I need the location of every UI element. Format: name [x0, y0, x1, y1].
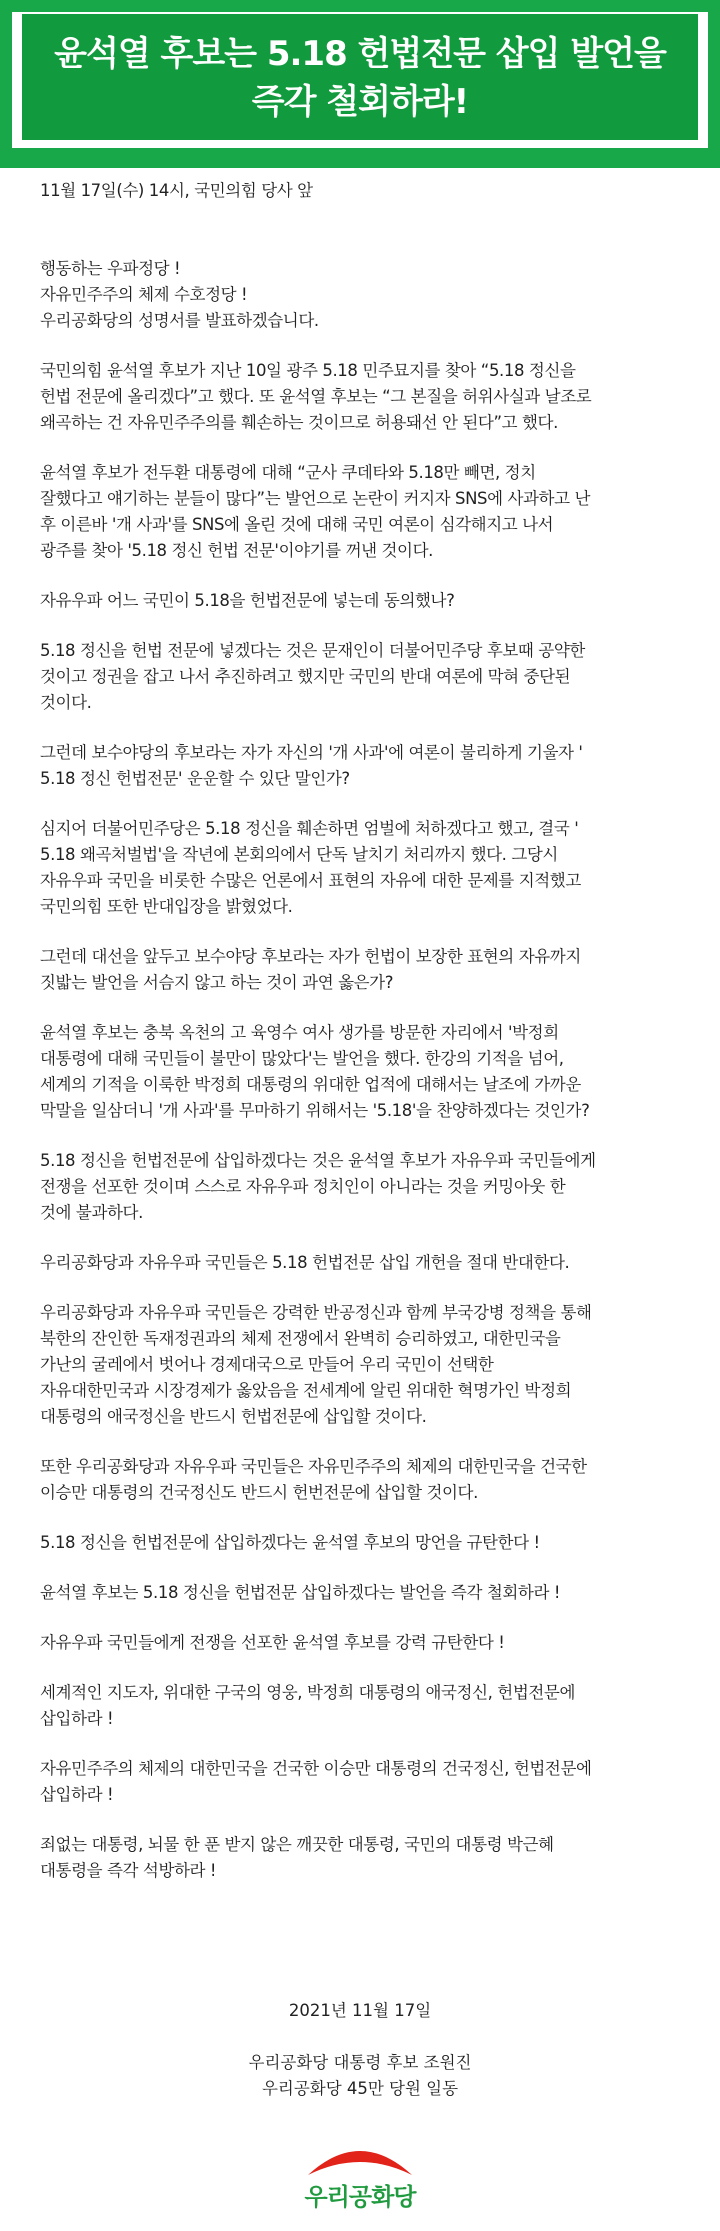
paragraph-line: 가난의 굴레에서 벗어나 경제대국으로 만들어 우리 국민이 선택한: [40, 1355, 494, 1374]
footer: [0, 1998, 720, 2102]
statement-paragraph: [40, 1756, 680, 1808]
statement-paragraph: [40, 1300, 680, 1430]
paragraph-line: 세계의 기적을 이룩한 박정희 대통령의 위대한 업적에 대해서는 날조에 가까운: [40, 1075, 581, 1094]
paragraph-line: 국민의힘 윤석열 후보가 지난 10일 광주 5.18 민주묘지를 찾아 “5.18 정신을: [40, 361, 576, 380]
paragraph-line: 삽입하라 !: [40, 1709, 114, 1728]
paragraph-line: 이승만 대통령의 건국정신도 반드시 헌번전문에 삽입할 것이다.: [40, 1483, 478, 1502]
statement-paragraph: [40, 1832, 680, 1884]
dateline: 11월 17일(수) 14시, 국민의힘 당사 앞: [40, 181, 313, 200]
paragraph-line: 자유민주주의 체제의 대한민국을 건국한 이승만 대통령의 건국정신, 헌법전문에: [40, 1759, 592, 1778]
paragraph-line: 후 이른바 '개 사과'를 SNS에 올린 것에 대해 국민 여론이 심각해지고 나서: [40, 515, 554, 534]
paragraph-line: 자유우파 국민을 비롯한 수많은 언론에서 표현의 자유에 대한 문제를 지적했고: [40, 871, 581, 890]
paragraph-line: 광주를 찾아 '5.18 정신 헌법 전문'이야기를 꺼낸 것이다.: [40, 541, 433, 560]
logo-arc-icon: [290, 2135, 430, 2179]
paragraph-line: 것이다.: [40, 693, 92, 712]
statement-paragraph: [40, 1148, 680, 1226]
paragraph-line: 대통령을 즉각 석방하라 !: [40, 1861, 217, 1880]
statement-paragraph: [40, 740, 680, 792]
paragraph-line: 심지어 더불어민주당은 5.18 정신을 훼손하면 엄벌에 처하겠다고 했고, 결국 ': [40, 819, 579, 838]
paragraph-line: 행동하는 우파정당 !: [40, 259, 181, 278]
paragraph-line: 5.18 정신 헌법전문' 운운할 수 있단 말인가?: [40, 769, 350, 788]
paragraph-line: 삽입하라 !: [40, 1785, 114, 1804]
header-title-line1: 윤석열 후보는 5.18 헌법전문 삽입 발언을: [54, 34, 666, 74]
statement-paragraph: [40, 460, 680, 564]
paragraph-line: 헌법 전문에 올리겠다”고 했다. 또 윤석열 후보는 “그 본질을 허위사실과 날조로: [40, 387, 592, 406]
statement-paragraph: [40, 358, 680, 436]
statement-paragraph: [40, 816, 680, 920]
paragraph-line: 5.18 왜곡처벌법'을 작년에 본회의에서 단독 날치기 처리까지 했다. 그당시: [40, 845, 558, 864]
paragraph-line: 전쟁을 선포한 것이며 스스로 자유우파 정치인이 아니라는 것을 커밍아웃 한: [40, 1177, 566, 1196]
footer-date: 2021년 11월 17일: [288, 2001, 432, 2020]
paragraph-line: 윤석열 후보가 전두환 대통령에 대해 “군사 쿠데타와 5.18만 빼면, 정치: [40, 463, 536, 482]
statement-paragraph: [40, 1250, 680, 1276]
paragraph-line: 것이고 정권을 잡고 나서 추진하려고 했지만 국민의 반대 여론에 막혀 중단된: [40, 667, 571, 686]
statement-paragraph: [40, 944, 680, 996]
paragraph-line: 죄없는 대통령, 뇌물 한 푼 받지 않은 깨끗한 대통령, 국민의 대통령 박근혜: [40, 1835, 554, 1854]
statement-paragraph: [40, 1020, 680, 1124]
paragraph-line: 자유우파 어느 국민이 5.18을 헌법전문에 넣는데 동의했나?: [40, 591, 455, 610]
signatory-candidate: 우리공화당 대통령 후보 조원진: [248, 2053, 472, 2072]
paragraph-line: 그런데 보수야당의 후보라는 자가 자신의 '개 사과'에 여론이 불리하게 기울자 ': [40, 743, 583, 762]
paragraph-line: 자유대한민국과 시장경제가 옳았음을 전세계에 알린 위대한 혁명가인 박정희: [40, 1381, 572, 1400]
paragraph-line: 5.18 정신을 헌법전문에 삽입하겠다는 것은 윤석열 후보가 자유우파 국민들에게: [40, 1151, 596, 1170]
statement-paragraph: [40, 1680, 680, 1732]
paragraph-line: 자유민주주의 체제 수호정당 !: [40, 285, 248, 304]
statement-paragraph: [40, 256, 680, 334]
paragraph-line: 윤석열 후보는 충북 옥천의 고 육영수 여사 생가를 방문한 자리에서 '박정희: [40, 1023, 559, 1042]
header-banner: [0, 0, 720, 168]
paragraph-list: [40, 256, 680, 1884]
paragraph-line: 또한 우리공화당과 자유우파 국민들은 자유민주주의 체제의 대한민국을 건국한: [40, 1457, 587, 1476]
paragraph-line: 윤석열 후보는 5.18 정신을 헌법전문 삽입하겠다는 발언을 즉각 철회하라 !: [40, 1583, 561, 1602]
paragraph-line: 세계적인 지도자, 위대한 구국의 영웅, 박정희 대통령의 애국정신, 헌법전문에: [40, 1683, 576, 1702]
paragraph-line: 대통령의 애국정신을 반드시 헌법전문에 삽입할 것이다.: [40, 1407, 427, 1426]
statement-paragraph: [40, 1454, 680, 1506]
statement-paragraph: [40, 1530, 680, 1556]
paragraph-line: 왜곡하는 건 자유민주주의를 훼손하는 것이므로 허용돼선 안 된다”고 했다.: [40, 413, 558, 432]
paragraph-line: 국민의힘 또한 반대입장을 밝혔었다.: [40, 897, 293, 916]
paragraph-line: 것에 불과하다.: [40, 1203, 143, 1222]
paragraph-line: 대통령에 대해 국민들이 불만이 많았다'는 발언을 했다. 한강의 기적을 넘어,: [40, 1049, 564, 1068]
statement-paragraph: [40, 588, 680, 614]
paragraph-line: 5.18 정신을 헌법전문에 삽입하겠다는 윤석열 후보의 망언을 규탄한다 !: [40, 1533, 540, 1552]
statement-paragraph: [40, 638, 680, 716]
paragraph-line: 그런데 대선을 앞두고 보수야당 후보라는 자가 헌법이 보장한 표현의 자유까지: [40, 947, 581, 966]
paragraph-line: 북한의 잔인한 독재정권과의 체제 전쟁에서 완벽히 승리하였고, 대한민국을: [40, 1329, 561, 1348]
signatory-members: 우리공화당 45만 당원 일동: [261, 2079, 459, 2098]
statement-paragraph: [40, 1630, 680, 1656]
paragraph-line: 막말을 일삼더니 '개 사과'를 무마하기 위해서는 '5.18'을 찬양하겠다는 것인가?: [40, 1101, 590, 1120]
party-logo: [290, 2135, 430, 2215]
paragraph-line: 우리공화당과 자유우파 국민들은 강력한 반공정신과 함께 부국강병 정책을 통해: [40, 1303, 592, 1322]
header-title-line2: 즉각 철회하라!: [251, 82, 469, 122]
paragraph-line: 잘했다고 얘기하는 분들이 많다”는 발언으로 논란이 커지자 SNS에 사과하고 난: [40, 489, 591, 508]
statement-body: [40, 178, 680, 1908]
paragraph-line: 짓밟는 발언을 서슴지 않고 하는 것이 과연 옳은가?: [40, 973, 394, 992]
paragraph-line: 5.18 정신을 헌법 전문에 넣겠다는 것은 문재인이 더불어민주당 후보때 공약한: [40, 641, 585, 660]
paragraph-line: 우리공화당의 성명서를 발표하겠습니다.: [40, 311, 319, 330]
paragraph-line: 우리공화당과 자유우파 국민들은 5.18 헌법전문 삽입 개헌을 절대 반대한다.: [40, 1253, 570, 1272]
paragraph-line: 자유우파 국민들에게 전쟁을 선포한 윤석열 후보를 강력 규탄한다 !: [40, 1633, 505, 1652]
logo-text: 우리공화당: [304, 2183, 416, 2211]
statement-paragraph: [40, 1580, 680, 1606]
header-title: [22, 14, 698, 140]
